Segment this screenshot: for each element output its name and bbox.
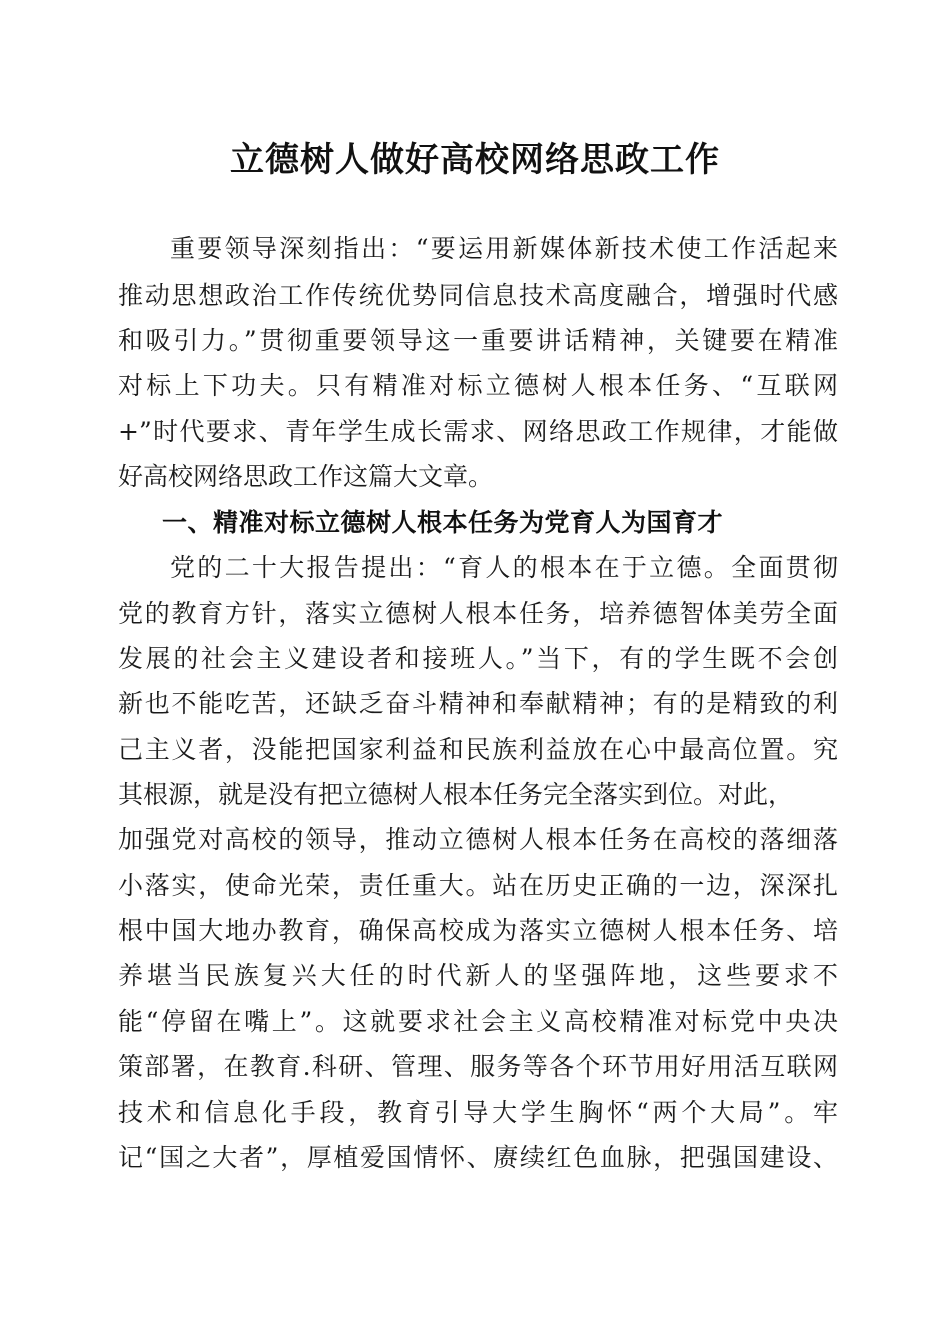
- paragraph-line: 重要领导深刻指出：“要运用新媒体新技术使工作活起来: [170, 234, 838, 263]
- paragraph-line: 和吸引力。”贯彻重要领导这一重要讲话精神，关键要在精准: [118, 326, 838, 355]
- paragraph-line: 党的二十大报告提出：“育人的根本在于立德。全面贯彻: [170, 553, 838, 582]
- paragraph-line: 新也不能吃苦，还缺乏奋斗精神和奉献精神；有的是精致的利: [118, 689, 838, 718]
- paragraph-line: +”时代要求、青年学生成长需求、网络思政工作规律，才能做: [118, 417, 838, 446]
- paragraph-line: 推动思想政治工作传统优势同信息技术高度融合，增强时代感: [118, 281, 838, 310]
- paragraph-line: 其根源，就是没有把立德树人根本任务完全落实到位。对此，: [118, 780, 794, 809]
- paragraph-line: 养堪当民族复兴大任的时代新人的坚强阵地，这些要求不: [118, 961, 838, 990]
- paragraph-line: 技术和信息化手段，教育引导大学生胸怀“两个大局”。牢: [118, 1098, 838, 1127]
- paragraph-line: 好高校网络思政工作这篇大文章。: [118, 462, 494, 491]
- paragraph-line: 己主义者，没能把国家利益和民族利益放在心中最高位置。究: [118, 735, 838, 764]
- paragraph-line: 能“停留在嘴上”。这就要求社会主义高校精准对标党中央决: [118, 1007, 838, 1036]
- document-title: 立德树人做好高校网络思政工作: [230, 140, 720, 180]
- paragraph-line: 发展的社会主义建设者和接班人。”当下，有的学生既不会创: [118, 644, 838, 673]
- paragraph-line: 对标上下功夫。只有精准对标立德树人根本任务、“互联网: [118, 371, 838, 400]
- paragraph-line: 根中国大地办教育，确保高校成为落实立德树人根本任务、培: [118, 916, 838, 945]
- section-heading: 一、精准对标立德树人根本任务为党育人为国育才: [162, 508, 724, 537]
- paragraph-line: 党的教育方针，落实立德树人根本任务，培养德智体美劳全面: [118, 599, 838, 628]
- paragraph-line: 策部署，在教育.科研、管理、服务等各个环节用好用活互联网: [118, 1052, 838, 1081]
- paragraph-line: 加强党对高校的领导，推动立德树人根本任务在高校的落细落: [118, 825, 838, 854]
- paragraph-line: 小落实，使命光荣，责任重大。站在历史正确的一边，深深扎: [118, 871, 838, 900]
- paragraph-line: 记“国之大者”，厚植爱国情怀、赓续红色血脉，把强国建设、: [118, 1143, 838, 1172]
